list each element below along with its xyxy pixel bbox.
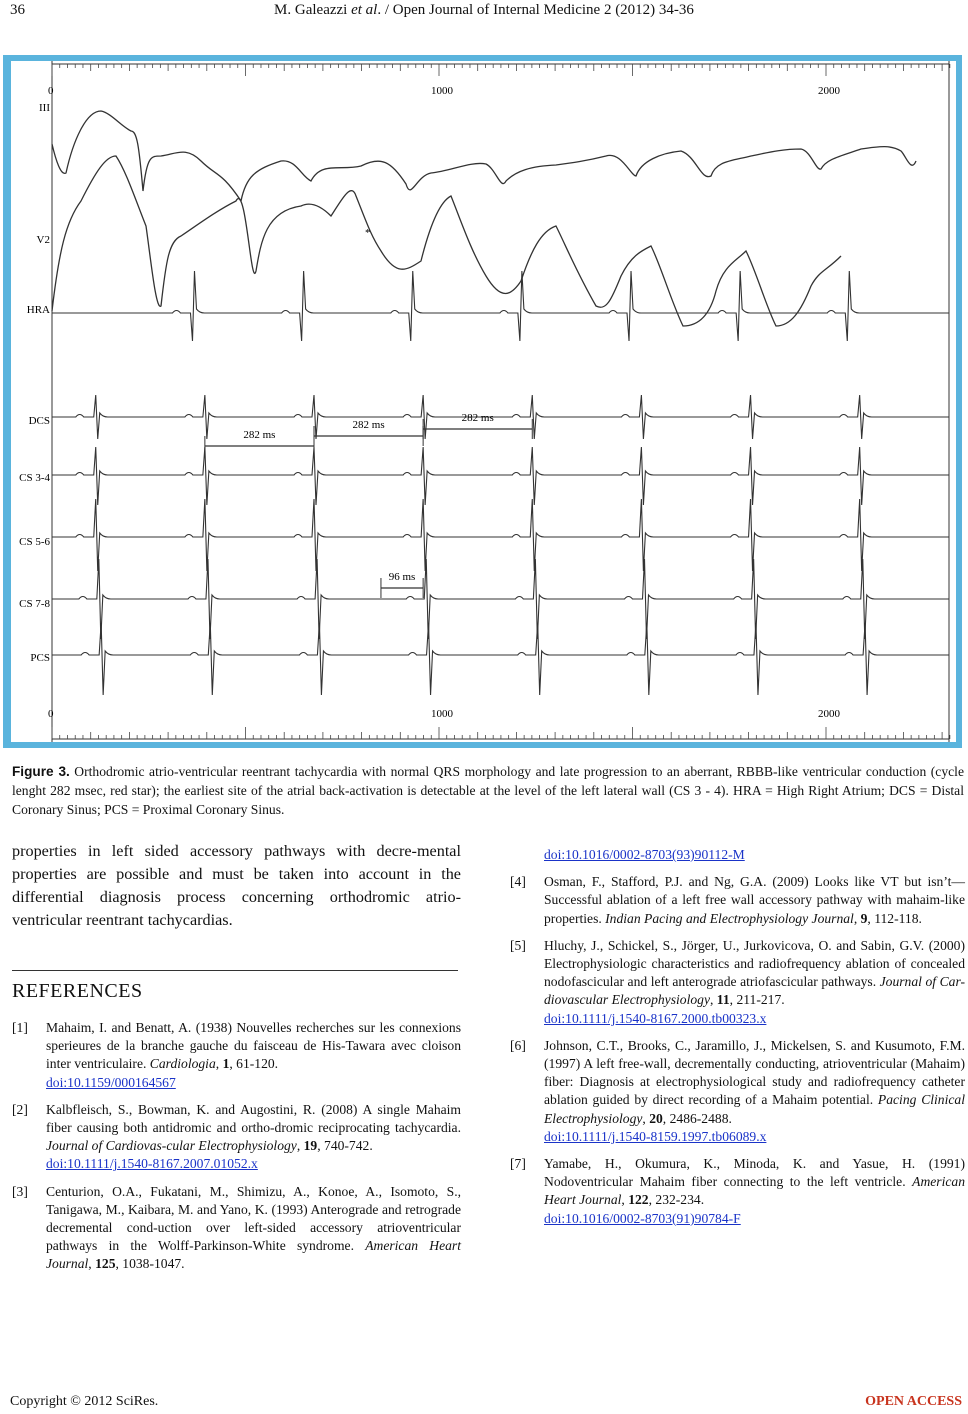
- references-left-column: [12, 1019, 461, 1283]
- reference-item: [3] Centurion, O.A., Fukatani, M., Shimizu, A., Konoe, A., Isomoto, S., Tanigawa, M., Kaibara, M. and Yano, K. (1993) Anterograde and retrograde decremental cond-uction over left-sided accessory atrioventricular pathways in the Wolff-Parkinson-White syndrome. American Heart Journal, 125, 1038-1047.: [12, 1183, 461, 1272]
- reference-text: Hluchy, J., Schickel, S., Jörger, U., Jurkovicova, O. and Sabin, G.V. (2000) Electrophysiologic characteristics and radiofrequency ablation of concealed nodofascicular and left anterograde atriofascicular pathways.: [544, 937, 965, 990]
- reference-item: [1] Mahaim, I. and Benatt, A. (1938) Nouvelles recherches sur les connexions sperieures de la branche gauche du faisceau de His-Tawara avec cloison inter ventriculaire. Cardiologia, 1, 61-120. doi:10.1159/000164567: [12, 1020, 461, 1090]
- trace-v2: [52, 156, 841, 326]
- reference-journal: Pacing Clinical Electrophysiology: [544, 1092, 965, 1126]
- caption-text: Orthodromic atrio-ventricular reentrant tachycardia with normal QRS morphology and late progression to an aberrant, RBBB-like ventricular conduction (cycle lenght 282 msec, red star); the earliest site of the atrial back-activation is detectable at the level of the left lateral wall (CS 3 - 4). HRA = High Right Atrium; DCS = Distal Coronary Sinus; PCS = Proximal Coronary Sinus.: [12, 764, 964, 817]
- reference-pages: , 112-118.: [867, 910, 922, 926]
- lead-label: CS 5-6: [19, 536, 50, 548]
- doi-link[interactable]: doi:10.1111/j.1540-8167.2000.tb00323.x: [544, 1010, 767, 1026]
- axis-tick-label: 1000: [431, 708, 453, 720]
- reference-number: [6]: [510, 1037, 526, 1053]
- reference-journal: American Heart Journal: [544, 1174, 965, 1208]
- reference-journal: American Heart Journal: [46, 1238, 461, 1272]
- reference-pages: , 2486-2488.: [662, 1110, 732, 1126]
- axis-tick-label: 1000: [431, 85, 453, 97]
- interval-label: 96 ms: [388, 571, 416, 583]
- reference-journal: Indian Pacing and Electrophysiology Journal: [605, 910, 854, 926]
- references-heading: REFERENCES: [12, 980, 143, 1002]
- reference-journal: Journal of Cardiovas-cular Electrophysiology: [46, 1138, 297, 1154]
- reference-number: [7]: [510, 1156, 526, 1172]
- trace-iii: [52, 111, 916, 201]
- reference-pages: , 61-120.: [229, 1056, 279, 1072]
- reference-text: Yamabe, H., Okumura, K., Minoda, K. and Yasue, H. (1991) Nodoventricular Mahaim fiber connecting to the left ventricle.: [544, 1156, 965, 1190]
- page-number: 36: [10, 2, 25, 18]
- interval-label: 282 ms: [461, 412, 494, 424]
- copyright-notice: Copyright © 2012 SciRes.: [10, 1394, 159, 1409]
- reference-number: [1]: [12, 1020, 28, 1035]
- trace-cs-3-4: [52, 447, 949, 505]
- axis-tick-label: 2000: [818, 85, 840, 97]
- reference-pages: , 1038-1047.: [115, 1256, 185, 1272]
- axis-tick-label: 0: [48, 708, 54, 720]
- figure-3-ecg: [11, 61, 956, 742]
- reference-item: [2] Kalbfleisch, S., Bowman, K. and Augostini, R. (2008) A single Mahaim fiber causing both antidromic and ortho-dromic reciprocating tachycardia. Journal of Cardiovas-cular Electrophysiology, 19, 740-742. doi:10.1111/j.1540-8167.2007.01052.x: [12, 1101, 461, 1172]
- reference-item: [7] Yamabe, H., Okumura, K., Minoda, K. and Yasue, H. (1991) Nodoventricular Mahaim fiber connecting to the left ventricle. American Heart Journal, 122, 232-234. doi:10.1016/0002-8703(91)90784-F: [510, 1156, 965, 1226]
- ecg-tracing: [11, 61, 956, 742]
- trace-pcs: [52, 623, 949, 695]
- reference-pages: , 211-217.: [729, 992, 785, 1008]
- running-head-etal: et al: [351, 2, 378, 18]
- reference-number: [4]: [510, 874, 526, 890]
- reference-text: Johnson, C.T., Brooks, C., Jaramillo, J., Mickelsen, S. and Kusumoto, F.M. (1997) A left free-wall, decrementally conducting, atrioventricular (Mahaim) fiber: Diagnosis at electrophysiological study and radiofrequency catheter ablation guided by direct recording of a Mahaim potential.: [544, 1037, 965, 1108]
- doi-link[interactable]: doi:10.1111/j.1540-8159.1997.tb06089.x: [544, 1128, 767, 1144]
- reference-journal: Journal of Car-diovascular Electrophysiology: [544, 974, 965, 1008]
- trace-cs-7-8: [52, 559, 949, 639]
- caption-label: Figure 3.: [12, 764, 70, 779]
- doi-link[interactable]: doi:10.1159/000164567: [46, 1074, 176, 1090]
- doi-link[interactable]: doi:10.1016/0002-8703(91)90784-F: [544, 1210, 741, 1226]
- lead-label: CS 3-4: [19, 472, 50, 484]
- reference-volume: 20: [649, 1110, 663, 1126]
- body-paragraph: properties in left sided accessory pathways with decre-mental properties are possible and must be taken into account in the differential diagnosis process concerning orthodromic atrio-ventricular reentrant tachycardias.: [12, 842, 461, 929]
- reference-text: Kalbfleisch, S., Bowman, K. and Augostini, R. (2008) A single Mahaim fiber causing both antidromic and ortho-dromic reciprocating tachycardia.: [46, 1101, 461, 1136]
- section-divider: [12, 970, 458, 971]
- reference-volume: 19: [303, 1138, 318, 1154]
- running-head: [0, 2, 968, 19]
- reference-number: [2]: [12, 1101, 28, 1117]
- reference-continuation: [510, 846, 965, 864]
- reference-pages: , 232-234.: [648, 1192, 705, 1208]
- figure-3-frame: [3, 55, 962, 748]
- axis-tick-label: 2000: [818, 708, 840, 720]
- running-head-authors: M. Galeazzi: [274, 2, 352, 18]
- trace-hra: [52, 271, 949, 341]
- lead-label: III: [39, 102, 50, 114]
- lead-label: CS 7-8: [19, 598, 50, 610]
- reference-volume: 1: [222, 1056, 230, 1072]
- interval-label: 282 ms: [352, 419, 385, 431]
- axis-tick-label: 0: [48, 85, 54, 97]
- references-right-column: [510, 846, 965, 1237]
- reference-number: [5]: [510, 937, 526, 953]
- reference-number: [3]: [12, 1183, 28, 1199]
- doi-link[interactable]: doi:10.1016/0002-8703(93)90112-M: [544, 847, 745, 862]
- running-head-journal: . / Open Journal of Internal Medicine 2 (2012) 34-36: [377, 2, 694, 18]
- lead-label: V2: [36, 234, 50, 246]
- reference-text: Centurion, O.A., Fukatani, M., Shimizu, A., Konoe, A., Isomoto, S., Tanigawa, M., Kaibara, M. and Yano, K. (1993) Anterograde and retrograde decremental cond-uction over left-sided accessory atrioventricular pathways in the Wolff-Parkinson-White syndrome.: [46, 1183, 461, 1254]
- reference-volume: 122: [628, 1192, 649, 1208]
- open-access-label: OPEN ACCESS: [865, 1394, 962, 1409]
- reference-text: Mahaim, I. and Benatt, A. (1938) Nouvelles recherches sur les connexions sperieures de la branche gauche du faisceau de His-Tawara avec cloison inter ventriculaire.: [46, 1020, 461, 1072]
- reference-journal: Cardiologia: [149, 1056, 216, 1072]
- trace-cs-5-6: [52, 499, 949, 571]
- reference-volume: 11: [716, 992, 730, 1008]
- reference-volume: 9: [860, 910, 868, 926]
- lead-label: DCS: [28, 415, 50, 427]
- star-marker: *: [365, 227, 371, 239]
- reference-pages: , 740-742.: [317, 1138, 373, 1154]
- reference-volume: 125: [95, 1256, 116, 1272]
- interval-label: 282 ms: [243, 429, 276, 441]
- lead-label: HRA: [26, 304, 50, 316]
- reference-item: [6] Johnson, C.T., Brooks, C., Jaramillo, J., Mickelsen, S. and Kusumoto, F.M. (1997) A left free-wall, decrementally conducting, atrioventricular (Mahaim) fiber: Diagnosis at electrophysiological study and radiofrequency catheter ablation guided by direct recording of a Mahaim potential. Pacing Clinical Electrophysiology, 20, 2486-2488. doi:10.1111/j.1540-8159.1997.tb06089.x: [510, 1037, 965, 1144]
- figure-caption: [12, 762, 964, 819]
- reference-item: [5] Hluchy, J., Schickel, S., Jörger, U., Jurkovicova, O. and Sabin, G.V. (2000) Electrophysiologic characteristics and radiofrequency ablation of concealed nodofascicular and left anterograde atriofascicular pathways. Journal of Car-diovascular Electrophysiology, 11, 211-217. doi:10.1111/j.1540-8167.2000.tb00323.x: [510, 937, 965, 1026]
- reference-text: Osman, F., Stafford, P.J. and Ng, G.A. (2009) Looks like VT but isn’t—Successful ablation of a left free wall accessory pathway with mahaim-like properties.: [544, 874, 965, 926]
- trace-dcs: [52, 395, 949, 439]
- doi-link[interactable]: doi:10.1111/j.1540-8167.2007.01052.x: [46, 1156, 258, 1172]
- reference-item: [4] Osman, F., Stafford, P.J. and Ng, G.A. (2009) Looks like VT but isn’t—Successful ablation of a left free wall accessory pathway with mahaim-like properties. Indian Pacing and Electrophysiology Journal, 9, 112-118.: [510, 874, 965, 926]
- lead-label: PCS: [30, 652, 50, 664]
